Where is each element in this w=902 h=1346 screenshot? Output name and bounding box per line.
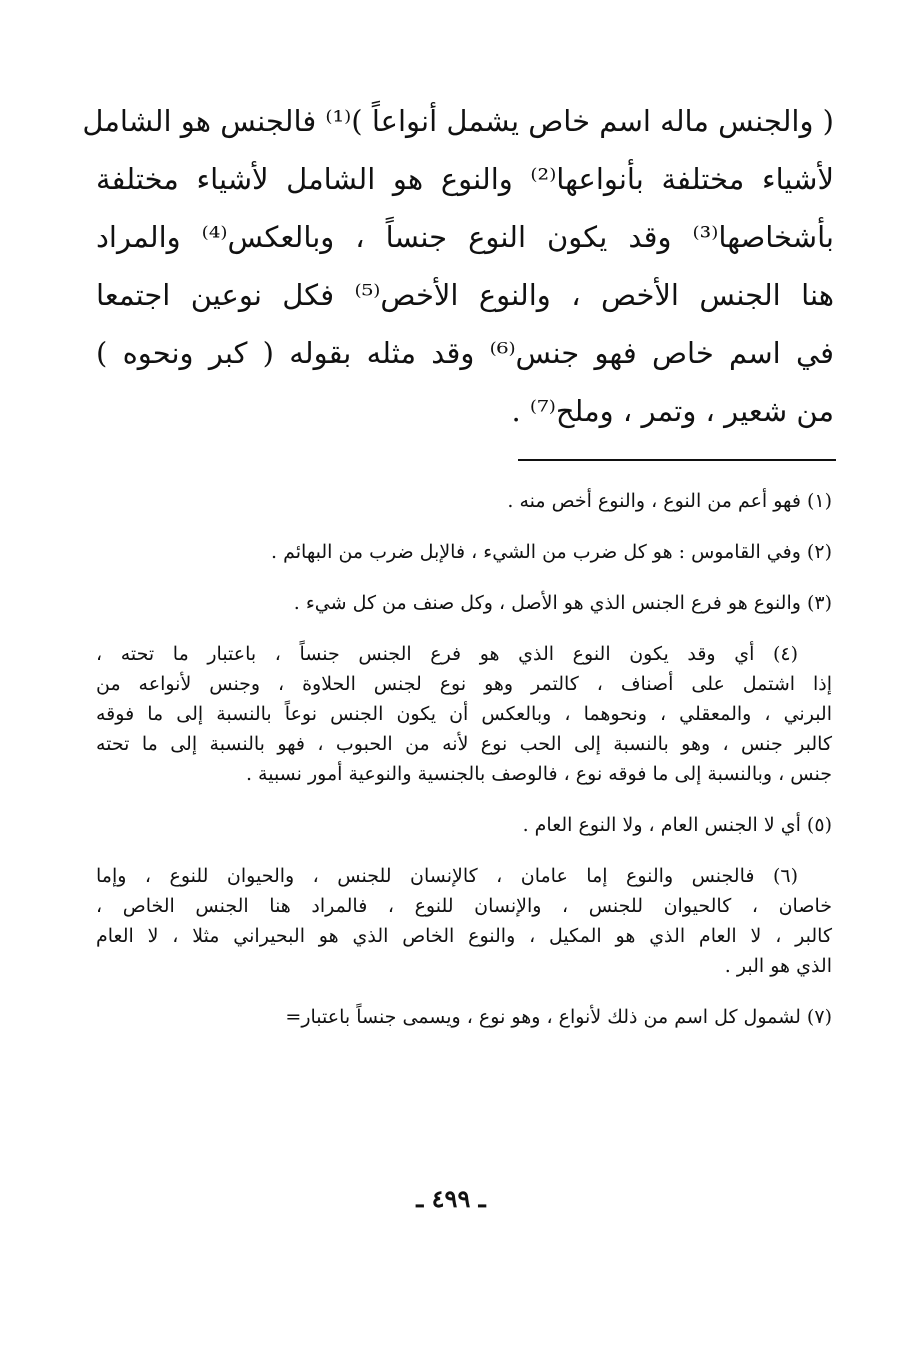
footnote-line: جنس ، وبالنسبة إلى ما فوقه نوع ، فالوصف بالجنسية والنوعية أمور نسبية . — [245, 763, 832, 785]
footnote-line: (٢) وفي القاموس : هو كل ضرب من الشيء ، فالإبل ضرب من البهائم . — [271, 541, 832, 563]
main-text-line: من شعير ، وتمر ، وملح⁽⁷⁾ . — [511, 394, 834, 428]
main-text-line: لأشياء مختلفة بأنواعها⁽²⁾ والنوع هو الشامل لأشياء مختلفة — [96, 162, 835, 196]
footnote-line: كالبر جنس ، وهو بالنسبة إلى الحب نوع لأنه من الحبوب ، فهو بالنسبة إلى ما تحته — [96, 733, 832, 755]
footnote-line: البرني ، والمعقلي ، ونحوهما ، وبالعكس أن يكون الجنس نوعاً بالنسبة إلى ما فوقه — [96, 703, 832, 725]
footnote-line: (٦) فالجنس والنوع إما عامان ، كالإنسان للجنس ، والحيوان للنوع ، وإما — [96, 865, 798, 887]
footnote-7 — [96, 1002, 832, 1032]
main-text-line: ( والجنس ماله اسم خاص يشمل أنواعاً )⁽¹⁾ فالجنس هو الشامل — [82, 104, 834, 138]
footnote-separator — [518, 459, 836, 461]
footnote-line: (٥) أي لا الجنس العام ، ولا النوع العام . — [522, 814, 832, 836]
footnote-6 — [96, 861, 832, 981]
footnote-2 — [96, 537, 832, 567]
footnote-line: الذي هو البر . — [724, 955, 832, 977]
footnote-line: (٧) لشمول كل اسم من ذلك لأنواع ، وهو نوع ، ويسمى جنساً باعتبار= — [285, 1006, 832, 1028]
footnote-line: (٤) أي وقد يكون النوع الذي هو فرع الجنس جنساً ، باعتبار ما تحته ، — [96, 643, 798, 665]
footnote-line: (٣) والنوع هو فرع الجنس الذي هو الأصل ، وكل صنف من كل شيء . — [293, 592, 832, 614]
footnote-line: إذا اشتمل على أصناف ، كالتمر وهو نوع لجنس الحلاوة ، وجنس لأنواعه من — [96, 673, 832, 695]
footnote-1 — [96, 486, 832, 516]
main-text — [82, 92, 835, 440]
main-text-line: بأشخاصها⁽³⁾ وقد يكون النوع جنساً ، وبالعكس⁽⁴⁾ والمراد — [96, 220, 834, 254]
footnote-line: خاصان ، كالحيوان للجنس ، والإنسان للنوع ، فالمراد هنا الجنس الخاص ، — [96, 895, 832, 917]
page-number: ـ ٤٩٩ ـ — [416, 1184, 486, 1213]
main-text-line: هنا الجنس الأخص ، والنوع الأخص⁽⁵⁾ فكل نوعين اجتمعا — [96, 278, 834, 312]
footnote-line: كالبر ، لا العام الذي هو المكيل ، والنوع الخاص الذي هو البحيراني مثلا ، لا العام — [96, 925, 832, 947]
main-text-line: في اسم خاص فهو جنس⁽⁶⁾ وقد مثله بقوله ( كبر ونحوه ) — [96, 336, 835, 370]
footnotes — [96, 486, 832, 1053]
footnote-4 — [96, 639, 832, 789]
footnote-line: (١) فهو أعم من النوع ، والنوع أخص منه . — [507, 490, 832, 512]
footnote-3 — [96, 588, 832, 618]
footnote-5 — [96, 810, 832, 840]
